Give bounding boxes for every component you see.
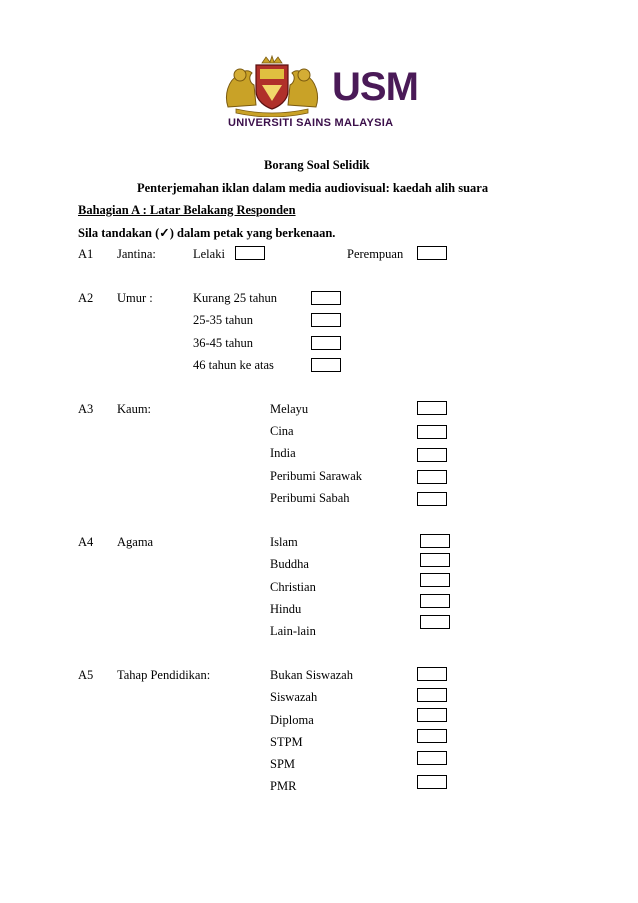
page-subtitle: Penterjemahan iklan dalam media audiovisual: kaedah alih suara bbox=[137, 181, 489, 195]
checkbox[interactable] bbox=[417, 751, 447, 765]
option-label: Kurang 25 tahun bbox=[193, 291, 278, 305]
checkbox[interactable] bbox=[420, 534, 450, 548]
option-label: India bbox=[270, 446, 296, 460]
checkbox[interactable] bbox=[311, 291, 341, 305]
option-label: Bukan Siswazah bbox=[270, 668, 353, 682]
checkbox[interactable] bbox=[417, 729, 447, 743]
option-label: 46 tahun ke atas bbox=[193, 358, 274, 372]
option-label: Siswazah bbox=[270, 690, 318, 704]
checkbox[interactable] bbox=[417, 246, 447, 260]
checkbox[interactable] bbox=[417, 470, 447, 484]
checkbox[interactable] bbox=[420, 615, 450, 629]
instruction-text: Sila tandakan (✓) dalam petak yang berkenaan. bbox=[78, 226, 336, 240]
option-label: Perempuan bbox=[347, 247, 404, 261]
option-label: Lain-lain bbox=[270, 624, 316, 638]
option-label: Cina bbox=[270, 424, 294, 438]
question-label: Kaum: bbox=[117, 402, 152, 416]
question-label: Agama bbox=[117, 535, 154, 549]
option-label: Buddha bbox=[270, 557, 309, 571]
question-label: Umur : bbox=[117, 291, 153, 305]
option-label: STPM bbox=[270, 735, 303, 749]
option-label: 36-45 tahun bbox=[193, 336, 254, 350]
option-label: Hindu bbox=[270, 602, 302, 616]
page-title: Borang Soal Selidik bbox=[264, 158, 370, 172]
question-label: Tahap Pendidikan: bbox=[117, 668, 211, 682]
checkbox[interactable] bbox=[417, 775, 447, 789]
checkbox[interactable] bbox=[417, 492, 447, 506]
checkbox[interactable] bbox=[417, 708, 447, 722]
option-label: Christian bbox=[270, 580, 316, 594]
logo-university-name: UNIVERSITI SAINS MALAYSIA bbox=[228, 117, 394, 129]
option-label: Islam bbox=[270, 535, 298, 549]
question-code: A2 bbox=[78, 291, 94, 305]
checkbox[interactable] bbox=[311, 358, 341, 372]
checkbox[interactable] bbox=[420, 594, 450, 608]
option-label: Lelaki bbox=[193, 247, 225, 261]
checkbox[interactable] bbox=[417, 667, 447, 681]
question-code: A5 bbox=[78, 668, 94, 682]
university-crest-icon bbox=[222, 55, 322, 117]
checkbox[interactable] bbox=[420, 573, 450, 587]
option-label: Melayu bbox=[270, 402, 309, 416]
question-label: Jantina: bbox=[117, 247, 156, 261]
option-label: Peribumi Sabah bbox=[270, 491, 350, 505]
option-label: SPM bbox=[270, 757, 296, 771]
question-code: A3 bbox=[78, 402, 94, 416]
checkbox[interactable] bbox=[311, 313, 341, 327]
checkbox[interactable] bbox=[311, 336, 341, 350]
question-code: A4 bbox=[78, 535, 94, 549]
option-label: Diploma bbox=[270, 713, 314, 727]
usm-logo bbox=[222, 55, 444, 130]
checkbox[interactable] bbox=[420, 553, 450, 567]
checkbox[interactable] bbox=[417, 448, 447, 462]
checkbox[interactable] bbox=[417, 425, 447, 439]
section-heading: Bahagian A : Latar Belakang Responden bbox=[78, 203, 296, 217]
option-label: Peribumi Sarawak bbox=[270, 469, 362, 483]
checkbox[interactable] bbox=[417, 688, 447, 702]
option-label: 25-35 tahun bbox=[193, 313, 254, 327]
checkbox[interactable] bbox=[417, 401, 447, 415]
logo-acronym: USM bbox=[332, 65, 418, 109]
checkbox[interactable] bbox=[235, 246, 265, 260]
question-code: A1 bbox=[78, 247, 94, 261]
option-label: PMR bbox=[270, 779, 297, 793]
